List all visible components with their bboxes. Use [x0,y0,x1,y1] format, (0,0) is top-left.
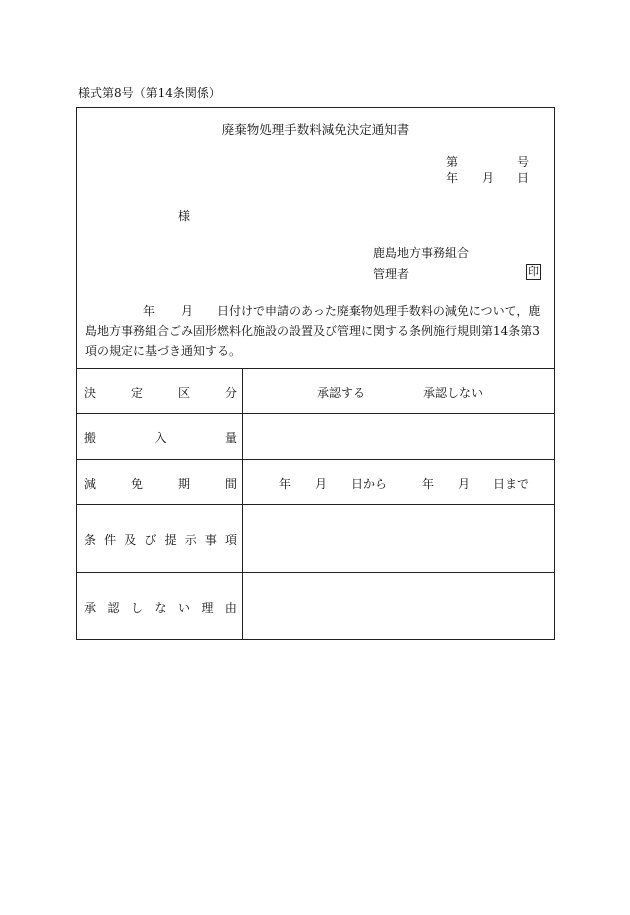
period-from-year: 年 [279,477,292,491]
row-label-reason: 承 認 し な い 理 由 [84,601,237,615]
date-day: 日 [517,171,530,185]
table-rule [77,504,554,505]
period-to-day: 日まで [493,477,530,491]
issuer-manager: 管理者 [373,267,410,281]
addressee-suffix: 様 [178,209,191,223]
issuer-organization: 鹿島地方事務組合 [373,246,470,260]
option-reject[interactable]: 承認しない [423,386,484,400]
period-from-month: 月 [315,477,328,491]
notice-form-frame [76,107,555,640]
body-text: 日付けで申請のあった廃棄物処理手数料の減免について，鹿島地方事務組合ごみ固形燃料化施設の設置及び管理に関する条例施行規則第14条第3項の規定に基づき通知する。 [85,304,541,358]
document-title: 廃棄物処理手数料減免決定通知書 [221,122,410,137]
body-month: 月 [181,304,194,318]
row-label-conditions: 条 件 及 び 提 示 事 項 [84,533,237,547]
number-prefix: 第 [446,155,459,169]
notice-body [85,301,547,361]
table-rule [77,459,554,460]
body-year: 年 [143,304,156,318]
date-year: 年 [446,171,459,185]
form-number-label: 様式第8号（第14条関係） [78,86,221,100]
date-month: 月 [482,171,495,185]
table-top-rule [77,368,554,369]
row-label-period: 減 免 期 間 [84,477,237,491]
period-to-year: 年 [422,477,435,491]
table-rule [77,572,554,573]
seal-icon: 印 [528,265,539,278]
number-suffix: 号 [517,155,530,169]
option-approve[interactable]: 承認する [317,386,366,400]
seal-mark [526,264,541,280]
table-column-divider [242,368,243,639]
period-from-day: 日から [351,477,388,491]
period-to-month: 月 [458,477,471,491]
row-label-quantity: 搬 入 量 [84,431,237,445]
row-label-decision: 決 定 区 分 [84,386,237,400]
table-rule [77,413,554,414]
